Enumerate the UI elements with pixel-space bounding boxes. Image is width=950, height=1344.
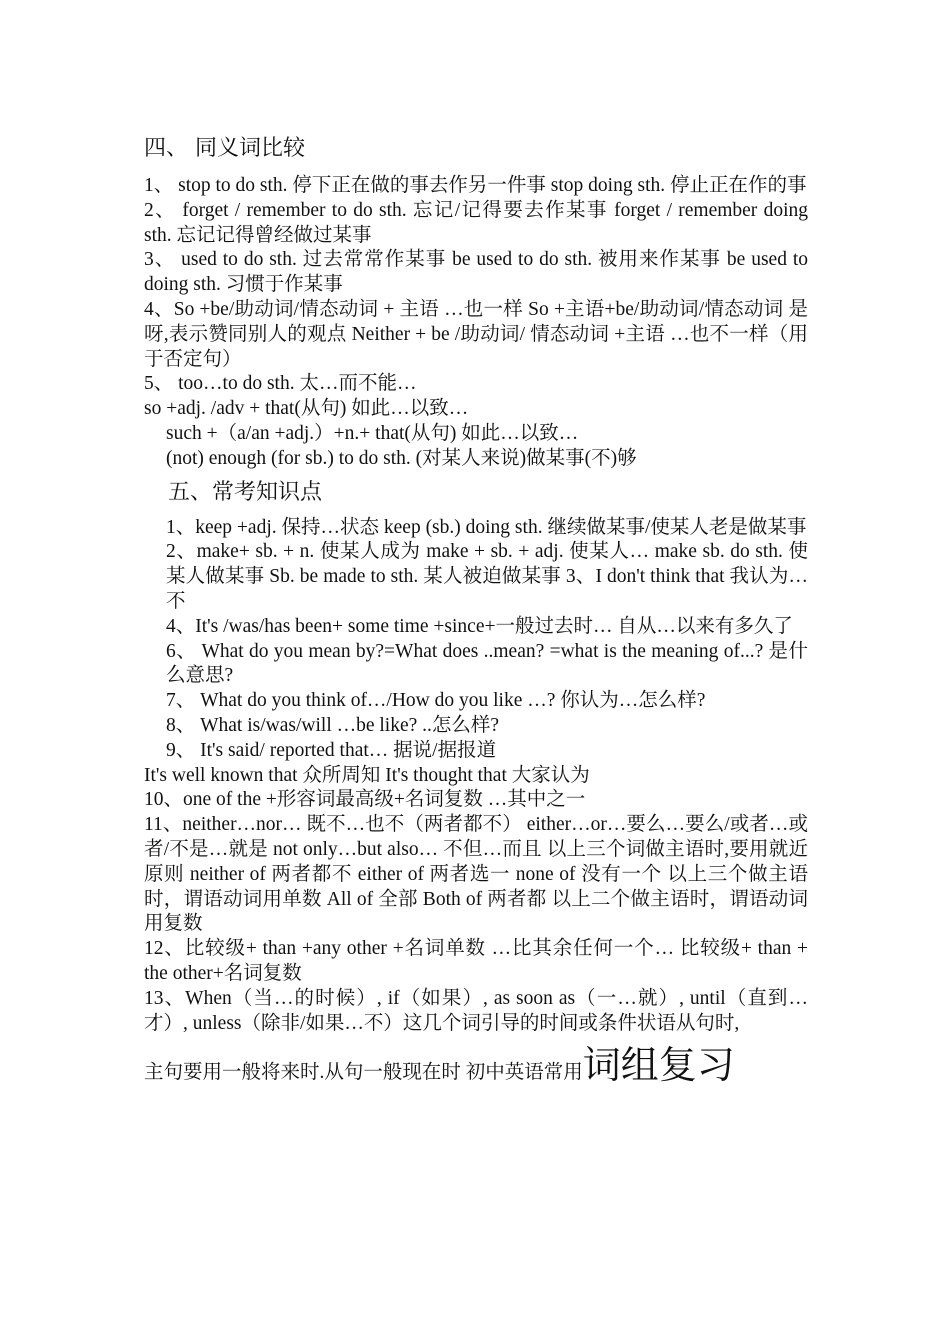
item-so-neither: 4、So +be/助动词/情态动词 + 主语 …也一样 So +主语+be/助动词/情态动词 是呀,表示赞同别人的观点 Neither + be /助动词/ 情态动词 +主语 …也不一样（用于否定句）	[144, 298, 808, 370]
item-too-to: 5、 too…to do sth. 太…而不能…	[144, 373, 417, 395]
item-so-that: so +adj. /adv + that(从句) 如此…以致…	[144, 398, 469, 420]
item-mean-by: 6、 What do you mean by?=What does ..mean? =what is the meaning of...? 是什么意思?	[166, 640, 808, 687]
section-5-heading: 五、常考知识点	[168, 479, 323, 505]
item-its-said: 9、 It's said/ reported that… 据说/据报道	[166, 739, 497, 761]
item-main-clause	[144, 1040, 808, 1098]
item-enough: (not) enough (for sb.) to do sth. (对某人来说)做某事(不)够	[166, 447, 637, 469]
item-make: 2、make+ sb. + n. 使某人成为 make + sb. + adj. 使某人… make sb. do sth. 使某人做某事 Sb. be made to sth. 某人被迫做某事 3、I don't think that 我认为…不	[166, 541, 808, 612]
phrase-review-title: 词组复习	[582, 1043, 735, 1088]
item-used-to: 3、 used to do sth. 过去常常作某事 be used to do sth. 被用来作某事 be used to doing sth. 习惯于作某事	[144, 249, 808, 296]
item-when-if: 13、When（当…的时候）, if（如果）, as soon as（一…就）, until（直到…才）, unless（除非/如果…不）这几个词引导的时间或条件状语从句时,	[144, 987, 808, 1034]
item-be-like: 8、 What is/was/will …be like? ..怎么样?	[166, 714, 500, 736]
item-well-known: It's well known that 众所周知 It's thought that 大家认为	[144, 764, 590, 786]
item-keep: 1、keep +adj. 保持…状态 keep (sb.) doing sth. 继续做某事/使某人老是做某事	[166, 516, 807, 538]
item-stop-to-do: 1、 stop to do sth. 停下正在做的事去作另一件事 stop doing sth. 停止正在作的事	[144, 175, 807, 196]
item-neither-nor: 11、neither…nor… 既不…也不（两者都不） either…or…要么…要么/或者…或者/不是…就是 not only…but also… 不但…而且 以上三个词做主语时,要用就近原则 neither of 两者都不 either of 两者选一 none of 没有一个 以上三个做主语时，谓语动词用单数 All of 全部 Both of 两者都 以上二个做主语时，谓语动词用复数	[144, 814, 808, 935]
item-comparative: 12、比较级+ than +any other +名词单数 …比其余任何一个… 比较级+ than + the other+名词复数	[144, 938, 808, 984]
item-forget-remember: 2、 forget / remember to do sth. 忘记/记得要去作某事 forget / remember doing sth. 忘记记得曾经做过某事	[144, 199, 808, 246]
document-page	[144, 128, 808, 1098]
item-since: 4、It's /was/has been+ some time +since+一般过去时… 自从…以来有多久了	[166, 615, 793, 637]
item-think-of: 7、 What do you think of…/How do you like …? 你认为…怎么样?	[166, 690, 706, 712]
item-such-that: such +（a/an +adj.）+n.+ that(从句) 如此…以致…	[166, 422, 579, 444]
section-4-heading: 四、 同义词比较	[144, 136, 305, 161]
item-one-of: 10、one of the +形容词最高级+名词复数 …其中之一	[144, 789, 586, 811]
main-clause-text: 主句要用一般将来时.从句一般现在时 初中英语常用	[144, 1062, 583, 1084]
